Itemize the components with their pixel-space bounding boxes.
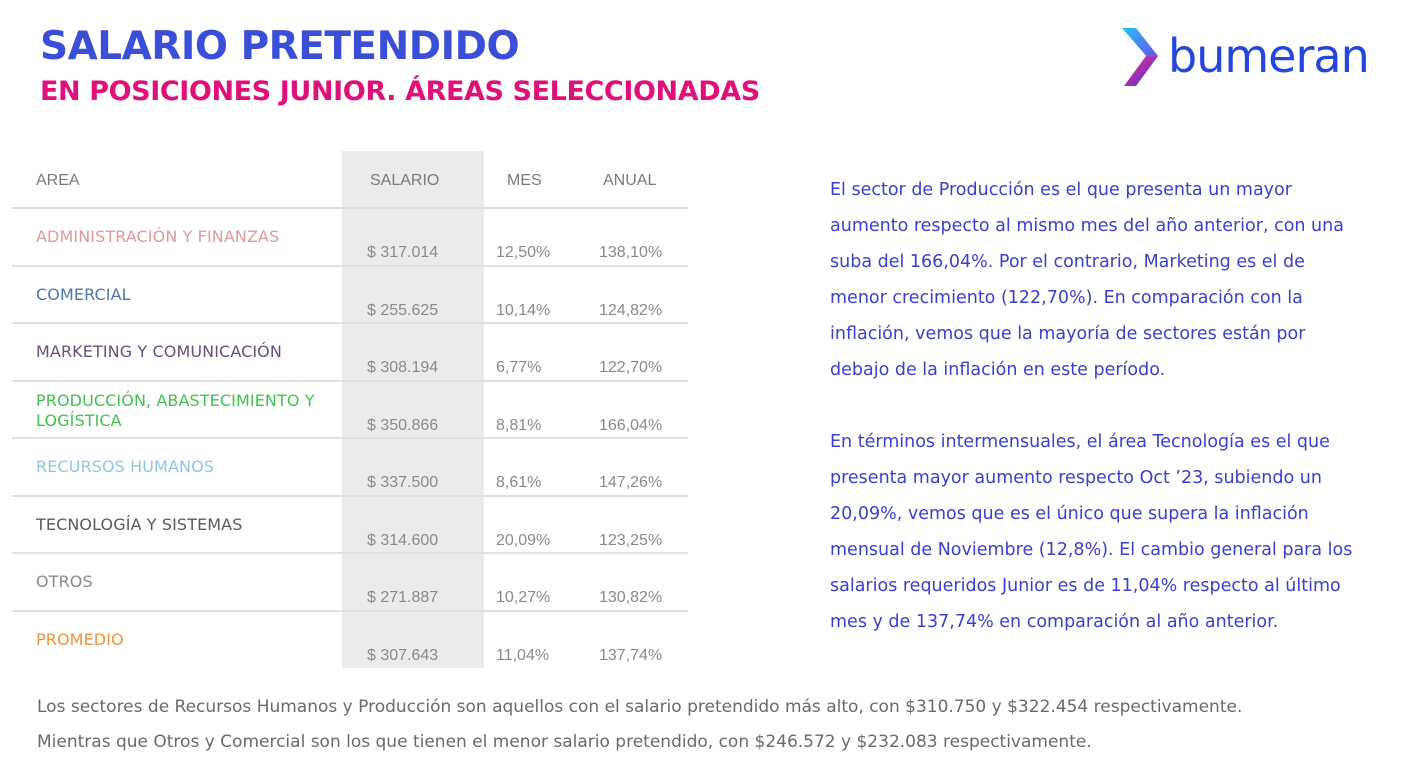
footer-line-1: Los sectores de Recursos Humanos y Producción son aquellos con el salario pretendido más alto, con $310.750 y $322.454 respectivamente. (37, 697, 1243, 717)
salary-table (12, 151, 688, 668)
row-salario: $ 317.014 (367, 244, 439, 261)
row-mes: 6,77% (496, 359, 542, 376)
row-anual: 138,10% (599, 244, 663, 261)
footer-line-2: Mientras que Otros y Comercial son los que tienen el menor salario pretendido, con $246.572 y $232.083 respectivamente. (37, 732, 1092, 752)
analysis-paragraph-2: En términos intermensuales, el área Tecnología es el que presenta mayor aumento respecto Oct ’23, subiendo un 20,09%, vemos que es el único que supera la inflación mensual de Noviembre (12,8%). El cambio general para los salarios requeridos Junior es de 11,04% respecto al último mes y de 137,74% en comparación al año anterior. (830, 432, 1353, 632)
row-mes: 8,81% (496, 416, 542, 434)
footer-note (37, 690, 1377, 760)
analysis-paragraph-1: El sector de Producción es el que presenta un mayor aumento respecto al mismo mes del año anterior, con una suba del 166,04%. Por el contrario, Marketing es el de menor crecimiento (122,70%). En comparación con la inflación, vemos que la mayoría de sectores están por debajo de la inflación en este período. (830, 180, 1344, 380)
page-subtitle: EN POSICIONES JUNIOR. ÁREAS SELECCIONADAS (40, 76, 760, 107)
row-anual: 137,74% (599, 646, 663, 664)
row-mes: 12,50% (496, 244, 551, 261)
row-mes: 11,04% (496, 646, 550, 664)
row-mes: 10,14% (496, 301, 551, 319)
row-anual: 122,70% (599, 359, 663, 376)
row-area: ADMINISTRACIÓN Y FINANZAS (36, 227, 280, 246)
row-mes: 20,09% (496, 531, 551, 549)
header-area: AREA (36, 172, 80, 189)
table-row (12, 209, 688, 267)
table-header (12, 151, 688, 209)
row-area: COMERCIAL (36, 284, 131, 304)
row-anual: 123,25% (599, 531, 663, 549)
row-salario: $ 308.194 (367, 359, 439, 376)
row-area: TECNOLOGÍA Y SISTEMAS (36, 514, 243, 534)
row-salario: $ 255.625 (367, 301, 439, 319)
bumeran-wordmark: bumeran (1168, 29, 1369, 83)
row-area: PROMEDIO (36, 629, 124, 649)
table-row (12, 554, 688, 612)
row-mes: 10,27% (496, 589, 551, 606)
row-area: MARKETING Y COMUNICACIÓN (36, 342, 282, 361)
page-title: SALARIO PRETENDIDO (40, 24, 520, 69)
header-salario: SALARIO (370, 172, 440, 189)
row-salario: $ 307.643 (367, 646, 439, 664)
table-row (12, 439, 688, 497)
row-mes: 8,61% (496, 474, 542, 491)
table-row (12, 612, 688, 670)
row-salario: $ 337.500 (367, 474, 439, 491)
row-anual: 130,82% (599, 589, 663, 606)
table-row (12, 267, 688, 325)
row-anual: 147,26% (599, 474, 663, 491)
table-row (12, 324, 688, 382)
analysis-text (830, 172, 1360, 640)
header-anual: ANUAL (603, 172, 657, 189)
bumeran-chevron-icon (1118, 24, 1164, 90)
row-salario: $ 314.600 (367, 531, 439, 549)
row-area: RECURSOS HUMANOS (36, 457, 215, 476)
table-row (12, 382, 688, 440)
row-salario: $ 350.866 (367, 416, 439, 434)
row-salario: $ 271.887 (367, 589, 439, 606)
row-anual: 166,04% (599, 416, 663, 434)
table-row (12, 497, 688, 555)
bumeran-logo (1118, 24, 1388, 90)
row-area: OTROS (36, 572, 93, 591)
row-area: PRODUCCIÓN, ABASTECIMIENTO Y LOGÍSTICA (36, 390, 315, 430)
row-anual: 124,82% (599, 301, 663, 319)
header-mes: MES (507, 172, 542, 189)
